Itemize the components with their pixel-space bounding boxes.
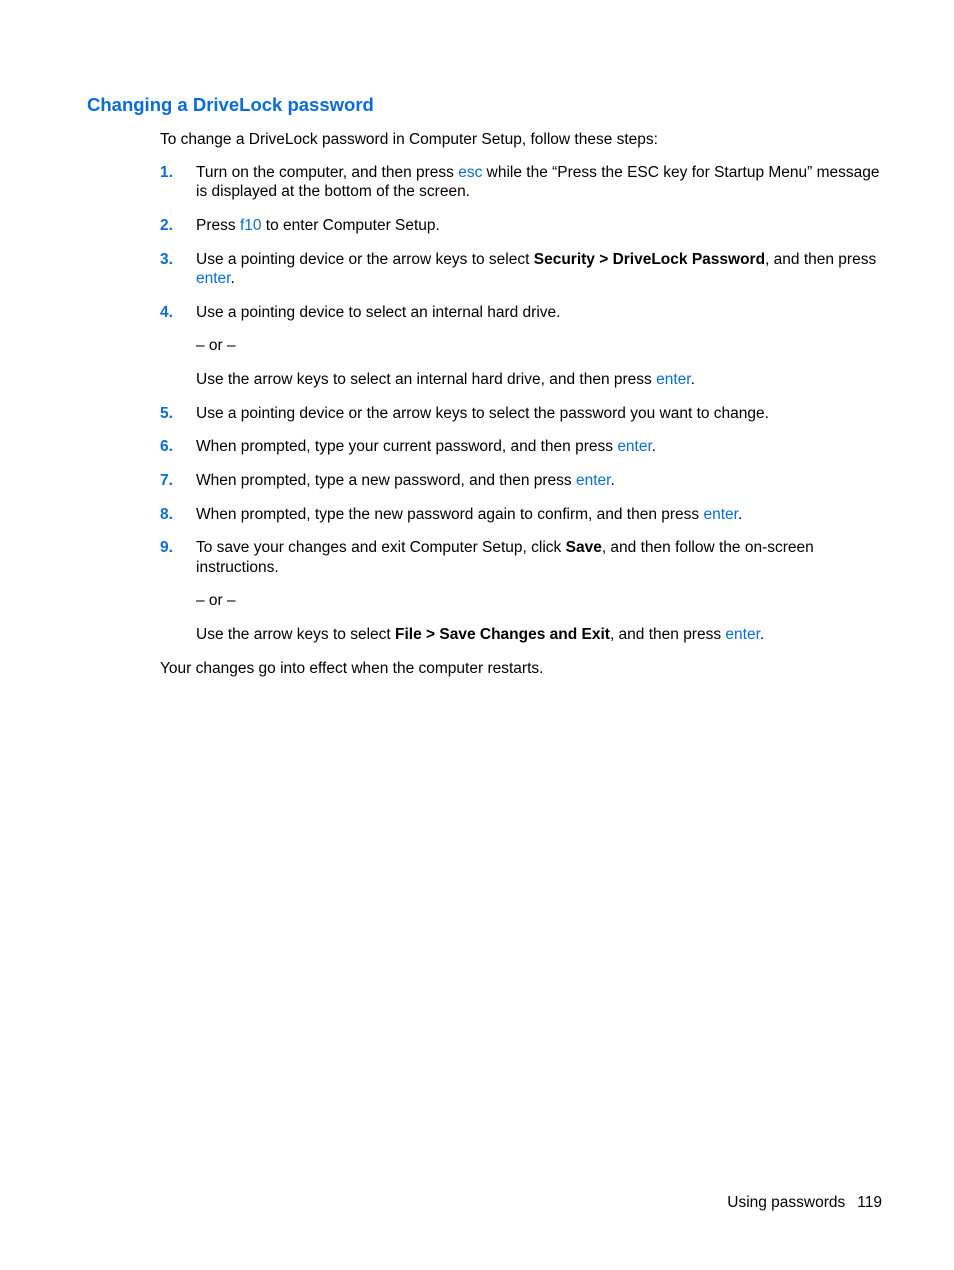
key-enter: enter [725, 626, 760, 643]
key-enter: enter [656, 371, 691, 388]
intro-paragraph: To change a DriveLock password in Computer Setup, follow these steps: [160, 131, 658, 148]
key-enter: enter [617, 438, 652, 455]
step-text: Turn on the computer, and then press esc while the “Press the ESC key for Startup Menu” message [196, 164, 880, 181]
step-number: 9. [160, 539, 173, 556]
step-text: When prompted, type the new password again to confirm, and then press enter. [196, 506, 743, 523]
step-number: 8. [160, 506, 173, 523]
step-text: Press f10 to enter Computer Setup. [196, 217, 440, 234]
step-text: Use a pointing device to select an internal hard drive. [196, 304, 561, 321]
key-enter: enter [703, 506, 738, 523]
key-f10: f10 [239, 217, 262, 234]
step-text: To save your changes and exit Computer Setup, click Save, and then follow the on-screen [196, 539, 814, 556]
step-number: 7. [160, 472, 173, 489]
step-number: 4. [160, 304, 173, 321]
step-number: 2. [160, 217, 173, 234]
step-number: 1. [160, 164, 173, 181]
step-text-continued: is displayed at the bottom of the screen. [196, 183, 470, 200]
page-title: Changing a DriveLock password [87, 94, 374, 115]
step-text: When prompted, type your current password, and then press enter. [196, 438, 657, 455]
step-alternative: Use the arrow keys to select an internal hard drive, and then press enter. [196, 371, 695, 388]
menu-path: Security > DriveLock Password [533, 251, 766, 268]
save-label: Save [565, 539, 602, 556]
step-number: 5. [160, 405, 173, 422]
menu-path: File > Save Changes and Exit [395, 626, 610, 643]
step-text-continued: enter. [196, 270, 235, 287]
or-separator: – or – [196, 592, 236, 609]
step-number: 3. [160, 251, 173, 268]
page-footer [727, 1193, 882, 1213]
closing-paragraph: Your changes go into effect when the computer restarts. [160, 660, 544, 677]
step-alternative: Use the arrow keys to select File > Save Changes and Exit, and then press enter. [196, 626, 765, 643]
key-enter: enter [575, 472, 611, 489]
or-separator: – or – [196, 337, 236, 354]
step-text: Use a pointing device or the arrow keys to select Security > DriveLock Password, and then press [196, 251, 877, 268]
page-number: 119 [857, 1194, 882, 1211]
key-enter: enter [196, 270, 231, 287]
step-text: Use a pointing device or the arrow keys to select the password you want to change. [196, 405, 769, 422]
step-text: When prompted, type a new password, and then press enter. [196, 472, 615, 489]
footer-section: Using passwords [727, 1194, 846, 1211]
key-esc: esc [458, 164, 483, 181]
step-text-continued: instructions. [196, 559, 279, 576]
step-number: 6. [160, 438, 173, 455]
